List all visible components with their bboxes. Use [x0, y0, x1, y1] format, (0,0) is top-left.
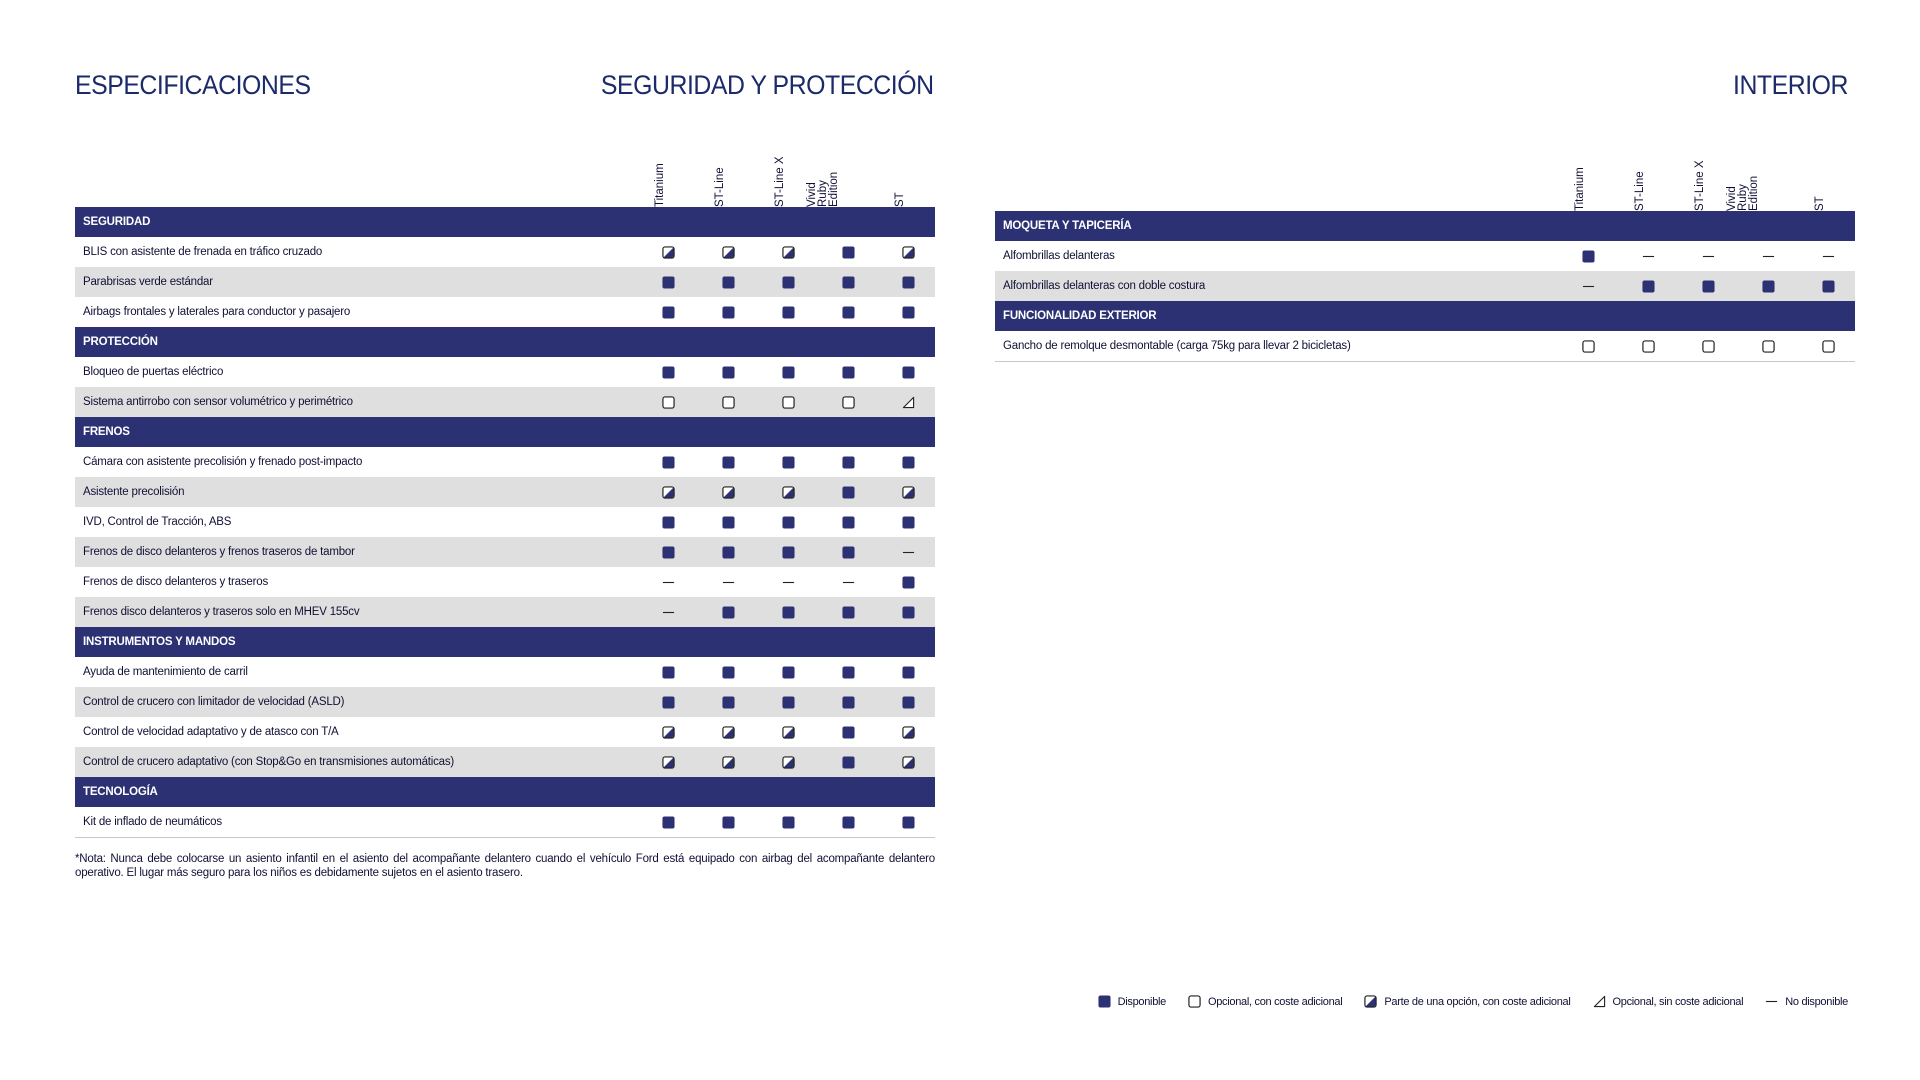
cell-st-line	[698, 477, 758, 507]
column-header-vivid-ruby-edition	[806, 155, 870, 207]
available-icon	[902, 276, 915, 289]
available-icon	[662, 816, 675, 829]
cell-titanium	[638, 597, 698, 627]
column-header-label: Titanium	[654, 163, 666, 207]
cell-st	[878, 357, 938, 387]
cell-st	[878, 447, 938, 477]
available-icon	[722, 276, 735, 289]
available-icon	[842, 486, 855, 499]
cell-vivid-ruby-edition	[818, 567, 878, 597]
available-icon	[1642, 280, 1655, 293]
available-icon	[902, 696, 915, 709]
cell-st	[878, 567, 938, 597]
available-icon	[662, 366, 675, 379]
cell-st-line	[698, 567, 758, 597]
option-pack-icon	[902, 246, 915, 259]
cell-titanium	[638, 567, 698, 597]
cell-st-line-x	[758, 717, 818, 747]
available-icon	[842, 306, 855, 319]
row-label: Frenos disco delanteros y traseros solo en MHEV 155cv	[83, 606, 360, 618]
available-icon	[902, 306, 915, 319]
available-icon	[842, 516, 855, 529]
row-label: Sistema antirrobo con sensor volumétrico y perimétrico	[83, 396, 353, 408]
cell-vivid-ruby-edition	[818, 507, 878, 537]
cell-vivid-ruby-edition	[818, 357, 878, 387]
available-icon	[782, 306, 795, 319]
available-icon	[782, 666, 795, 679]
legend	[1076, 995, 1848, 1008]
cell-st-line	[698, 537, 758, 567]
available-icon	[842, 276, 855, 289]
cell-st	[878, 267, 938, 297]
cell-st-line-x	[1678, 331, 1738, 361]
option-pack-icon	[662, 726, 675, 739]
available-icon	[842, 456, 855, 469]
table-row	[75, 447, 935, 477]
cell-st	[1798, 271, 1858, 301]
table-row	[75, 717, 935, 747]
table-row	[995, 241, 1855, 271]
cell-st	[878, 747, 938, 777]
interior-table	[995, 159, 1855, 362]
available-icon	[722, 516, 735, 529]
row-label: Cámara con asistente precolisión y frenado post-impacto	[83, 456, 363, 468]
cell-vivid-ruby-edition	[818, 267, 878, 297]
row-label: Ayuda de mantenimiento de carril	[83, 666, 248, 678]
optional-cost-icon	[1642, 340, 1655, 353]
available-icon	[662, 306, 675, 319]
cell-st-line	[698, 447, 758, 477]
option-pack-icon	[662, 486, 675, 499]
cell-st-line-x	[758, 297, 818, 327]
column-header-label: ST-Line	[714, 167, 726, 207]
cell-st-line	[1618, 271, 1678, 301]
available-icon	[902, 666, 915, 679]
cell-st	[878, 687, 938, 717]
cell-titanium	[638, 657, 698, 687]
cell-vivid-ruby-edition	[818, 237, 878, 267]
table-row	[75, 387, 935, 417]
cell-st-line	[698, 387, 758, 417]
cell-titanium	[638, 477, 698, 507]
available-icon	[782, 606, 795, 619]
cell-st-line-x	[758, 687, 818, 717]
cell-vivid-ruby-edition	[1738, 331, 1798, 361]
available-icon	[842, 546, 855, 559]
column-header-titanium	[630, 155, 690, 207]
available-icon	[902, 516, 915, 529]
available-icon	[902, 606, 915, 619]
row-label: Alfombrillas delanteras con doble costura	[1003, 280, 1206, 292]
not-available-icon	[1582, 280, 1595, 293]
option-pack-icon	[1364, 995, 1377, 1008]
cell-titanium	[638, 357, 698, 387]
column-header-label: ST	[894, 192, 906, 207]
column-header-st-line	[1610, 159, 1670, 211]
table-row	[75, 657, 935, 687]
legend-item-na	[1765, 995, 1848, 1008]
available-icon	[782, 816, 795, 829]
column-header-st-line-x	[750, 155, 810, 207]
not-available-icon	[1762, 250, 1775, 263]
cell-titanium	[1558, 271, 1618, 301]
cell-st-line	[698, 357, 758, 387]
table-row	[75, 297, 935, 327]
available-icon	[842, 726, 855, 739]
cell-st	[878, 507, 938, 537]
option-pack-icon	[782, 756, 795, 769]
cell-titanium	[638, 687, 698, 717]
cell-st	[878, 657, 938, 687]
available-icon	[662, 696, 675, 709]
available-icon	[842, 756, 855, 769]
table-row	[75, 357, 935, 387]
row-label: Control de velocidad adaptativo y de atasco con T/A	[83, 726, 339, 738]
cell-st-line	[698, 297, 758, 327]
not-available-icon	[1642, 250, 1655, 263]
cell-vivid-ruby-edition	[818, 387, 878, 417]
cell-vivid-ruby-edition	[818, 657, 878, 687]
legend-label: Opcional, con coste adicional	[1207, 995, 1343, 1008]
available-icon	[782, 276, 795, 289]
not-available-icon	[722, 576, 735, 589]
not-available-icon	[782, 576, 795, 589]
section-moqueta-y-tapiceria: MOQUETA Y TAPICERÍA	[995, 211, 1855, 241]
cell-vivid-ruby-edition	[818, 477, 878, 507]
optional-free-icon	[1593, 995, 1606, 1008]
cell-st	[1798, 331, 1858, 361]
title-especificaciones: ESPECIFICACIONES	[75, 70, 311, 100]
available-icon	[842, 246, 855, 259]
table-row	[75, 237, 935, 267]
cell-st-line-x	[1678, 241, 1738, 271]
available-icon	[782, 456, 795, 469]
cell-st	[1798, 241, 1858, 271]
option-pack-icon	[662, 246, 675, 259]
optional-cost-icon	[722, 396, 735, 409]
cell-vivid-ruby-edition	[1738, 271, 1798, 301]
available-icon	[722, 366, 735, 379]
table-row	[75, 537, 935, 567]
available-icon	[902, 366, 915, 379]
cell-st-line	[1618, 241, 1678, 271]
cell-st-line-x	[758, 657, 818, 687]
row-label: Gancho de remolque desmontable (carga 75kg para llevar 2 bicicletas)	[1003, 340, 1351, 352]
cell-vivid-ruby-edition	[818, 807, 878, 837]
column-headers	[995, 159, 1855, 211]
footnote: *Nota: Nunca debe colocarse un asiento infantil en el asiento del acompañante delantero cuando el vehículo Ford está equipado con airbag del acompañante delantero operativo. El lugar más seguro para los niños es debidamente sujetos en el asiento trasero.	[75, 853, 935, 879]
available-icon	[902, 816, 915, 829]
available-icon	[722, 306, 735, 319]
available-icon	[722, 666, 735, 679]
optional-cost-icon	[842, 396, 855, 409]
available-icon	[662, 546, 675, 559]
row-label: Control de crucero con limitador de velocidad (ASLD)	[83, 696, 345, 708]
optional-free-icon	[902, 396, 915, 409]
available-icon	[842, 606, 855, 619]
column-header-titanium	[1550, 159, 1610, 211]
available-icon	[842, 666, 855, 679]
available-icon	[722, 696, 735, 709]
available-icon	[662, 516, 675, 529]
column-header-st	[1790, 159, 1850, 211]
legend-label: Disponible	[1117, 995, 1166, 1008]
row-label: Kit de inflado de neumáticos	[83, 816, 222, 828]
cell-st	[878, 807, 938, 837]
column-header-label: Vivid Ruby Edition	[806, 171, 840, 207]
seguridad-table	[75, 155, 935, 838]
cell-st-line-x	[758, 477, 818, 507]
cell-vivid-ruby-edition	[818, 447, 878, 477]
cell-st-line	[698, 267, 758, 297]
not-available-icon	[662, 606, 675, 619]
cell-st	[878, 237, 938, 267]
table-row	[75, 597, 935, 627]
cell-st-line-x	[758, 267, 818, 297]
option-pack-icon	[902, 486, 915, 499]
cell-vivid-ruby-edition	[818, 747, 878, 777]
cell-st-line-x	[758, 447, 818, 477]
column-headers	[75, 155, 935, 207]
legend-label: No disponible	[1785, 995, 1848, 1008]
column-header-label: Titanium	[1574, 167, 1586, 211]
title-seguridad: SEGURIDAD Y PROTECCIÓN	[601, 70, 934, 100]
optional-cost-icon	[782, 396, 795, 409]
available-icon	[1762, 280, 1775, 293]
column-header-label: ST-Line X	[1694, 160, 1706, 211]
legend-label: Parte de una opción, con coste adicional	[1384, 995, 1571, 1008]
not-available-icon	[842, 576, 855, 589]
table-row	[995, 271, 1855, 301]
cell-st-line-x	[758, 567, 818, 597]
row-label: Control de crucero adaptativo (con Stop&Go en transmisiones automáticas)	[83, 756, 455, 768]
available-icon	[722, 546, 735, 559]
row-label: Airbags frontales y laterales para conductor y pasajero	[83, 306, 351, 318]
column-header-label: ST-Line X	[774, 156, 786, 207]
not-available-icon	[1765, 995, 1778, 1008]
optional-cost-icon	[662, 396, 675, 409]
legend-item-pack	[1364, 995, 1570, 1008]
cell-titanium	[638, 447, 698, 477]
cell-st	[878, 537, 938, 567]
cell-titanium	[638, 267, 698, 297]
available-icon	[722, 816, 735, 829]
available-icon	[662, 666, 675, 679]
option-pack-icon	[662, 756, 675, 769]
cell-titanium	[1558, 331, 1618, 361]
cell-st	[878, 297, 938, 327]
row-label: Frenos de disco delanteros y frenos traseros de tambor	[83, 546, 355, 558]
legend-item-free	[1593, 995, 1744, 1008]
cell-st-line	[698, 507, 758, 537]
cell-vivid-ruby-edition	[818, 687, 878, 717]
cell-st-line	[698, 657, 758, 687]
available-icon	[662, 276, 675, 289]
available-icon	[842, 366, 855, 379]
available-icon	[842, 816, 855, 829]
not-available-icon	[662, 576, 675, 589]
column-header-label: Vivid Ruby Edition	[1726, 175, 1760, 211]
optional-cost-icon	[1822, 340, 1835, 353]
title-interior: INTERIOR	[1732, 70, 1848, 100]
cell-st-line-x	[758, 507, 818, 537]
available-icon	[662, 456, 675, 469]
available-icon	[1098, 995, 1111, 1008]
available-icon	[722, 606, 735, 619]
cell-st	[878, 387, 938, 417]
column-header-label: ST	[1814, 196, 1826, 211]
table-row	[75, 687, 935, 717]
not-available-icon	[1702, 250, 1715, 263]
row-label: Asistente precolisión	[83, 486, 185, 498]
row-label: BLIS con asistente de frenada en tráfico cruzado	[83, 246, 323, 258]
cell-titanium	[638, 717, 698, 747]
available-icon	[1822, 280, 1835, 293]
cell-st	[878, 717, 938, 747]
optional-cost-icon	[1702, 340, 1715, 353]
row-label: IVD, Control de Tracción, ABS	[83, 516, 232, 528]
cell-st	[878, 477, 938, 507]
cell-st-line-x	[758, 807, 818, 837]
section-funcionalidad-exterior: FUNCIONALIDAD EXTERIOR	[995, 301, 1855, 331]
available-icon	[782, 546, 795, 559]
cell-st-line-x	[758, 597, 818, 627]
column-header-st	[870, 155, 930, 207]
table-row	[75, 507, 935, 537]
table-row	[995, 331, 1855, 362]
section-instrumentos-y-mandos: INSTRUMENTOS Y MANDOS	[75, 627, 935, 657]
cell-titanium	[638, 507, 698, 537]
available-icon	[782, 516, 795, 529]
table-row	[75, 477, 935, 507]
cell-st-line-x	[758, 537, 818, 567]
optional-cost-icon	[1582, 340, 1595, 353]
row-label: Alfombrillas delanteras	[1003, 250, 1115, 262]
not-available-icon	[1822, 250, 1835, 263]
available-icon	[782, 366, 795, 379]
cell-st-line	[698, 237, 758, 267]
available-icon	[902, 456, 915, 469]
available-icon	[842, 696, 855, 709]
cell-titanium	[1558, 241, 1618, 271]
legend-item-opt	[1188, 995, 1342, 1008]
option-pack-icon	[782, 486, 795, 499]
column-header-vivid-ruby-edition	[1726, 159, 1790, 211]
available-icon	[902, 576, 915, 589]
cell-vivid-ruby-edition	[818, 717, 878, 747]
cell-titanium	[638, 537, 698, 567]
option-pack-icon	[722, 726, 735, 739]
table-row	[75, 747, 935, 777]
cell-vivid-ruby-edition	[818, 597, 878, 627]
optional-cost-icon	[1188, 995, 1201, 1008]
cell-titanium	[638, 807, 698, 837]
option-pack-icon	[722, 756, 735, 769]
option-pack-icon	[782, 246, 795, 259]
legend-label: Opcional, sin coste adicional	[1612, 995, 1744, 1008]
available-icon	[1702, 280, 1715, 293]
option-pack-icon	[902, 726, 915, 739]
option-pack-icon	[782, 726, 795, 739]
table-row	[75, 267, 935, 297]
cell-st-line	[698, 687, 758, 717]
cell-st-line-x	[758, 387, 818, 417]
not-available-icon	[902, 546, 915, 559]
column-header-label: ST-Line	[1634, 171, 1646, 211]
cell-st-line	[698, 717, 758, 747]
cell-st	[878, 597, 938, 627]
table-row	[75, 567, 935, 597]
cell-titanium	[638, 297, 698, 327]
cell-vivid-ruby-edition	[818, 537, 878, 567]
section-frenos: FRENOS	[75, 417, 935, 447]
available-icon	[1582, 250, 1595, 263]
cell-st-line-x	[758, 357, 818, 387]
row-label: Frenos de disco delanteros y traseros	[83, 576, 269, 588]
cell-titanium	[638, 237, 698, 267]
cell-vivid-ruby-edition	[818, 297, 878, 327]
section-proteccion: PROTECCIÓN	[75, 327, 935, 357]
cell-titanium	[638, 747, 698, 777]
cell-st-line	[698, 747, 758, 777]
option-pack-icon	[902, 756, 915, 769]
cell-st-line-x	[758, 237, 818, 267]
cell-st-line	[698, 807, 758, 837]
legend-item-std	[1098, 995, 1166, 1008]
option-pack-icon	[722, 246, 735, 259]
section-seguridad: SEGURIDAD	[75, 207, 935, 237]
optional-cost-icon	[1762, 340, 1775, 353]
row-label: Parabrisas verde estándar	[83, 276, 213, 288]
row-label: Bloqueo de puertas eléctrico	[83, 366, 224, 378]
cell-st-line	[698, 597, 758, 627]
cell-st-line-x	[1678, 271, 1738, 301]
cell-titanium	[638, 387, 698, 417]
cell-st-line	[1618, 331, 1678, 361]
section-tecnologia: TECNOLOGÍA	[75, 777, 935, 807]
available-icon	[722, 456, 735, 469]
available-icon	[782, 696, 795, 709]
option-pack-icon	[722, 486, 735, 499]
column-header-st-line	[690, 155, 750, 207]
column-header-st-line-x	[1670, 159, 1730, 211]
cell-st-line-x	[758, 747, 818, 777]
cell-vivid-ruby-edition	[1738, 241, 1798, 271]
table-row	[75, 807, 935, 838]
